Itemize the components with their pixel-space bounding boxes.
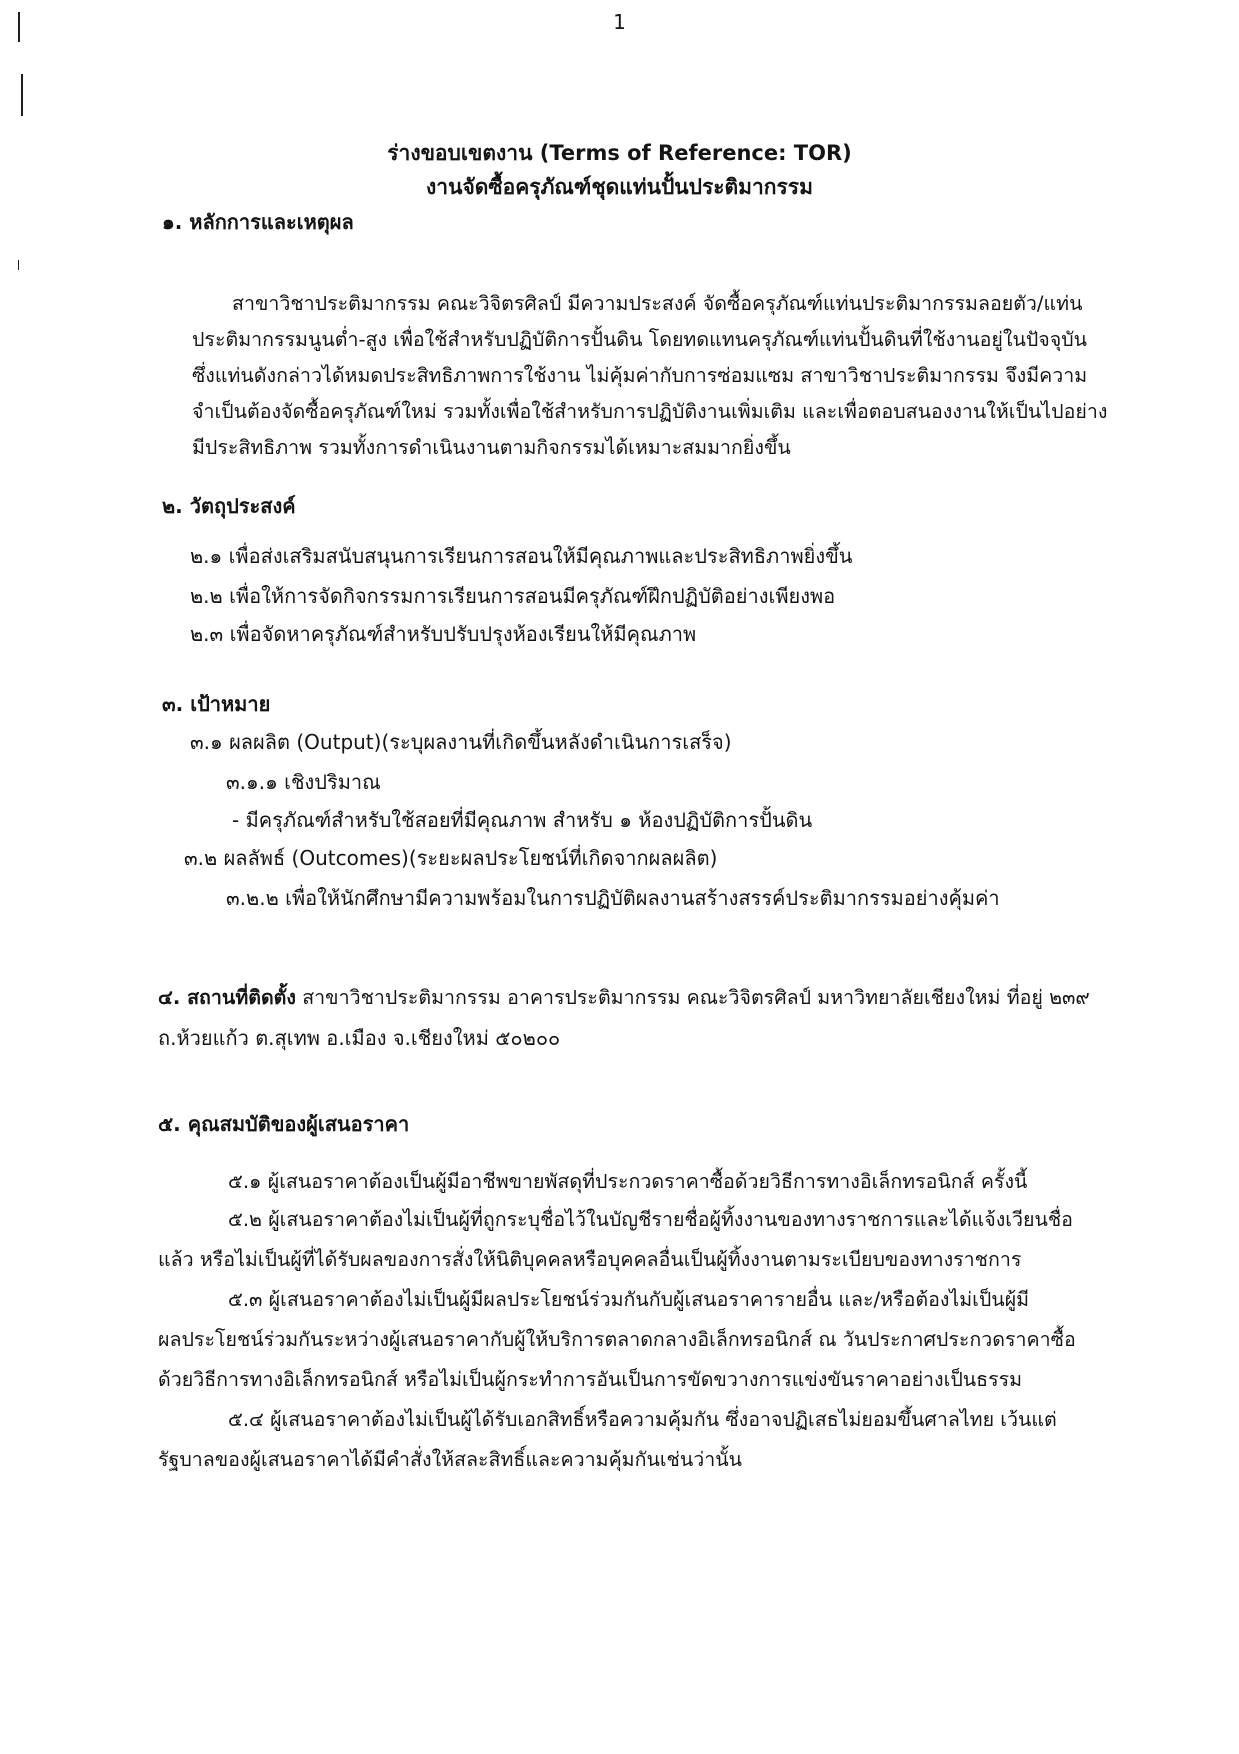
qualification-line: ๕.๒ ผู้เสนอราคาต้องไม่เป็นผู้ที่ถูกระบุชื่อไว้ในบัญชีรายชื่อผู้ทิ้งงานของทางราชการและได้แจ้งเวียนชื่อ [228,1208,1073,1231]
qualification-line: ๕.๑ ผู้เสนอราคาต้องเป็นผู้มีอาชีพขายพัสดุที่ประกวดราคาซื้อด้วยวิธีการทางอิเล็กทรอนิกส์ ครั้งนี้ [228,1170,1028,1193]
target-outcomes: ๓.๒ ผลลัพธ์ (Outcomes)(ระยะผลประโยชน์ที่เกิดจากผลผลิต) [184,846,718,870]
qualification-line: แล้ว หรือไม่เป็นผู้ที่ได้รับผลของการสั่งให้นิติบุคคลหรือบุคคลอื่นเป็นผู้ทิ้งงานตามระเบียบของทางราชการ [158,1248,1022,1271]
objective-item: ๒.๒ เพื่อให้การจัดกิจกรรมการเรียนการสอนมีครุภัณฑ์ฝึกปฏิบัติอย่างเพียงพอ [190,584,836,608]
objective-item: ๒.๓ เพื่อจัดหาครุภัณฑ์สำหรับปรับปรุงห้องเรียนให้มีคุณภาพ [190,622,697,646]
scan-mark [18,260,19,270]
paragraph-line: ประติมากรรมนูนต่ำ-สูง เพื่อใช้สำหรับปฏิบัติการปั้นดิน โดยทดแทนครุภัณฑ์แท่นปั้นดินที่ใช้งานอยู่ในปัจจุบัน [192,328,1088,351]
target-quantity-item: - มีครุภัณฑ์สำหรับใช้สอยที่มีคุณภาพ สำหรับ ๑ ห้องปฏิบัติการปั้นดิน [232,808,813,832]
document-subtitle: งานจัดซื้อครุภัณฑ์ชุดแท่นปั้นประติมากรรม [426,175,813,199]
objective-item: ๒.๑ เพื่อส่งเสริมสนับสนุนการเรียนการสอนให้มีคุณภาพและประสิทธิภาพยิ่งขึ้น [190,544,853,568]
document-title: ร่างขอบเขตงาน (Terms of Reference: TOR) [387,141,852,165]
paragraph-line: สาขาวิชาประติมากรรม คณะวิจิตรศิลป์ มีความประสงค์ จัดซื้อครุภัณฑ์แท่นประติมากรรมลอยตัว/แท่น [232,292,1083,315]
qualification-line: ๕.๔ ผู้เสนอราคาต้องไม่เป็นผู้ได้รับเอกสิทธิ์หรือความคุ้มกัน ซึ่งอาจปฏิเสธไม่ยอมขึ้นศาลไทย เว้นแต่ [228,1408,1057,1431]
qualification-line: ผลประโยชน์ร่วมกันระหว่างผู้เสนอราคากับผู้ให้บริการตลาดกลางอิเล็กทรอนิกส์ ณ วันประกาศประกวดราคาซื้อ [158,1328,1076,1351]
scan-mark [21,74,23,116]
qualification-line: ด้วยวิธีการทางอิเล็กทรอนิกส์ หรือไม่เป็นผู้กระทำการอันเป็นการขัดขวางการแข่งขันราคาอย่างเป็นธรรม [158,1368,1023,1391]
qualification-line: ๕.๓ ผู้เสนอราคาต้องไม่เป็นผู้มีผลประโยชน์ร่วมกันกับผู้เสนอราคารายอื่น และ/หรือต้องไม่เป็นผู้มี [228,1288,1030,1311]
installation-address-line-2: ถ.ห้วยแก้ว ต.สุเทพ อ.เมือง จ.เชียงใหม่ ๕๐๒๐๐ [158,1026,561,1050]
target-outcomes-item: ๓.๒.๒ เพื่อให้นักศึกษามีความพร้อมในการปฏิบัติผลงานสร้างสรรค์ประติมากรรมอย่างคุ้มค่า [226,886,1000,910]
target-quantity: ๓.๑.๑ เชิงปริมาณ [226,770,381,794]
installation-address: สาขาวิชาประติมากรรม อาคารประติมากรรม คณะวิจิตรศิลป์ มหาวิทยาลัยเชียงใหม่ ที่อยู่ ๒๓๙ [302,986,1090,1009]
section-4-line [158,984,1090,1012]
qualification-line: รัฐบาลของผู้เสนอราคาได้มีคำสั่งให้สละสิทธิ์และความคุ้มกันเช่นว่านั้น [158,1448,743,1471]
section-2-heading: ๒. วัตถุประสงค์ [162,494,296,518]
section-1-heading: ๑. หลักการและเหตุผล [162,210,354,234]
paragraph-line: มีประสิทธิภาพ รวมทั้งการดำเนินงานตามกิจกรรมได้เหมาะสมมากยิ่งขึ้น [192,436,791,459]
paragraph-line: ซึ่งแท่นดังกล่าวได้หมดประสิทธิภาพการใช้งาน ไม่คุ้มค่ากับการซ่อมแซม สาขาวิชาประติมากรรม จึงมีความ [192,364,1088,387]
page-number: 1 [613,10,626,34]
section-3-heading: ๓. เป้าหมาย [162,692,271,716]
section-5-heading: ๕. คุณสมบัติของผู้เสนอราคา [158,1112,410,1136]
paragraph-line: จำเป็นต้องจัดซื้อครุภัณฑ์ใหม่ รวมทั้งเพื่อใช้สำหรับการปฏิบัติงานเพิ่มเติม และเพื่อตอบสนองงานให้เป็นไปอย่าง [192,400,1108,423]
target-output: ๓.๑ ผลผลิต (Output)(ระบุผลงานที่เกิดขึ้นหลังดำเนินการเสร็จ) [190,730,732,754]
section-4-heading: ๔. สถานที่ติดตั้ง [158,986,296,1009]
